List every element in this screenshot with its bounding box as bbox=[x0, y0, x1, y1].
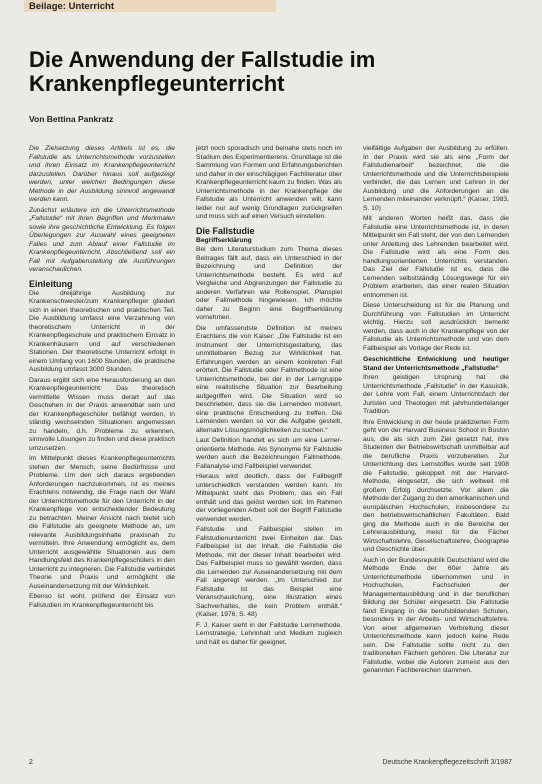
body-paragraph: F. J. Kaiser sieht in der Fallstudie Lernmethode, Lernstrategie, Lehrinhalt und Medium zugleich und hält es daher für geeignet, bbox=[196, 621, 342, 646]
body-paragraph: Diese Unterscheidung ist für die Planung und Durchführung von Fallstudien im Unterricht wichtig. Hierzu soll ausdrücklich bemerkt werden, dass auch in der Krankenpflege von der Fallstudie als Unterrichtsmethode und von dem Fallbeispiel als Vorlage der Rede ist. bbox=[363, 302, 509, 352]
intro-paragraph: Zunächst erläutere ich die Unterrichtsmethode „Fallstudie“ mit ihren Begriffen und Merkmalen sowie ihre geschichtliche Entwicklung. Es folgen Überlegungen zur Auswahl eines geeigneten Falles und zum Ablauf einer Fallstudie im Krankenpflegeunterricht. Abschließend soll ein Fall mit Aufgabenstellung die Ausführungen veranschaulichen. bbox=[29, 206, 175, 273]
section-label: Beilage: Unterricht bbox=[29, 1, 114, 12]
journal-footer: Deutsche Krankenpflegezeitschrift 3/1987 bbox=[382, 759, 512, 766]
section-heading: Die Fallstudie bbox=[196, 225, 255, 236]
body-paragraph: jetzt noch sporadisch und beinahe stets noch im Stadium des Experimentierens. Grundlage ist die Sammlung von Formen und Erfahrungsberichten und daher in der einschlägigen Fachliteratur über Krankenpflegeunterricht kaum zu finden. Was als Unterrichtsmethode in der Krankenpflege die Fallstudie als Unterricht anwenden will, kann leider nur auf wenig Grundlagen zurückgreifen und muss sich auf einen Versuch einstellen. bbox=[196, 145, 342, 220]
subsection-heading: Geschichtliche Entwicklung und heutiger Stand der Unterrichtsmethode „Fallstudie“ bbox=[363, 356, 509, 372]
body-paragraph: Fallstudie und Fallbeispiel stellen im Fallstudienunterricht zwei Einheiten dar. Das Fallbeispiel ist der Inhalt, die Fallstudie die Methode, mit der dieser Inhalt bearbeitet wird. Das Fallbeispiel muss so gewählt werden, dass die Lernenden zur Auseinandersetzung mit dem Fall angeregt werden. „Im Unterschied zur Fallstudie ist das Beispiel eine Veranschaulichung, eine Illustration eines Sachverhaltes, die kein Problem enthält.“ (Kaiser, 1976, S. 48) bbox=[196, 526, 342, 618]
text-column-2 bbox=[196, 145, 342, 753]
body-paragraph: Laut Definition handelt es sich um eine Lerner-orientierte Methode. Als Synonyme für Fallstudie werden auch die Bezeichnungen Fallmethode, Fallanalyse und Fallbeispiel verwendet. bbox=[196, 437, 342, 470]
body-paragraph: Die umfassendste Definition ist meines Erachtens die von Kaiser: „Die Fallstudie ist ein Instrument der Unterrichtsgestaltung, das unmittelbaren Bezug zur Wirklichkeit hat. Erfahrungen werden an einem konkreten Fall erörtert. Die Fallstudie oder Fallmethode ist eine Unterrichtsmethode, bei der in der Lerngruppe eine realistische Situation zur Bearbeitung aufgegriffen wird. Die Situation wird so beschrieben, dass sie die Lernenden motiviert, eine praktische Entscheidung zu treffen. Die Lernenden werden so vor die Aufgabe gestellt, alternativ Lösungsmöglichkeiten zu suchen.“ bbox=[196, 324, 342, 434]
intro-paragraph: Die Zielsetzung dieses Artikels ist es, die Fallstudie als Unterrichtsmethode vorzustellen und ihren Einsatz im Krankenpflegeunterricht darzustellen. Darüber hinaus soll aufgezeigt werden, unter welchen Bedingungen diese Methode in der Ausbildung sinnvoll angewandt werden kann. bbox=[29, 145, 175, 203]
body-paragraph: Im Mittelpunkt dieses Krankenpflegeunterrichts stehen der Mensch, seine Bedürfnisse und Probleme. Um den sich daraus ergebenden Anforderungen nachzukommen, ist es meines Erachtens notwendig, die Frage nach der Wahl der Unterrichtsmethode für den Unterricht in der Krankenpflege von entscheidender Bedeutung zu betrachten. Meiner Ansicht nach bietet sich die Fallstudie als geeignete Methode an, um relevante Ausbildungsinhalte praxisnah zu vermitteln. Ihre Anwendung ermöglicht es, dem Unterricht ausgewählte Situationen aus dem Handlungsfeld des Krankenpflegeschülers in den Unterricht zu integrieren. Die Fallstudie verbindet Theorie und Praxis und ermöglicht die Auseinandersetzung mit der Wirklichkeit. bbox=[29, 455, 175, 590]
body-paragraph: Ihre Entwicklung in der heute praktizierten Form geht von der Harvard Business School in Boston aus, die als sich zum Ziel gesetzt hat, ihre Studenten der Betriebswirtschaft unmittelbar auf die berufliche Praxis vorzubereiten. Zur Unterrichtung des Lernstoffes wurde seit 1908 die Fallstudie, gekoppelt mit der Harvard-Methode, eingesetzt, die sich weltweit mit großem Erfolg durchsetzte. Vor allem die Methode der Zugang zu den amerikanischen und europäischen Hochschulen, insbesondere zu den betriebswirtschaftlichen Fakultäten. Bald ging die Methode auch in die Bereiche der Lehrerausbildung, meist für die Fächer Wirtschaftslehre, Gesellschaftslehre, Geographie und Geschichte über. bbox=[363, 418, 509, 553]
page-number: 2 bbox=[29, 759, 33, 766]
text-column-3 bbox=[363, 145, 509, 753]
article-title: Die Anwendung der Fallstudie im Krankenpflegeunterricht bbox=[29, 47, 376, 96]
body-paragraph: Bei dem Literaturstudium zum Thema dieses Beitrages fällt auf, dass ein Unterschied in der Bezeichnung und Definition der Unterrichtsmethode besteht. Es wird auf Vergleiche und Abgrenzungen der Fallstudie zu anderen Verfahren wie Rollenspiel, Planspiel oder Fallmethode hingewiesen. Ich möchte daher zu Beginn eine Begriffserklärung vornehmen. bbox=[196, 246, 342, 321]
body-paragraph: Auch in der Bundesrepublik Deutschland wird die Methode Ende der 60er Jahre als Unterrichtsmethode übernommen und in Hochschulen, Fachschulen der Managementausbildung und in der beruflichen Bildung der Schüler eingesetzt. Die Fallstudie fand Eingang in die berufsbildenden Schulen, besonders in der Arbeits- und Wirtschaftslehre. Von einer allgemeinen Verbreitung dieser Unterrichtsmethode kann jedoch keine Rede sein. Die Fallstudie sollte nicht zu den traditionellen Fächern gehören. Die Literatur zur Fallstudie, wobei die Autoren zumeist aus den genannten Fachbereichen stammen. bbox=[363, 556, 509, 674]
body-paragraph: Ebenso ist wohl, prüfend der Einsatz von Fallstudien im Krankenpflegeunterricht bis bbox=[29, 593, 175, 609]
body-paragraph: vielfältige Aufgaben der Ausbildung zu erfüllen. In der Praxis wird sie als eine „Form der Fallstudienarbeit“ bezeichnet, die die Unterrichtsmethode und die Unterrichtsbeispiele verbindet, die das Lernen und Lehren in der Ausbildung und die Anforderungen an die Lernenden miteinander verknüpft.“ (Kaiser, 1983, S. 10) bbox=[363, 145, 509, 212]
section-heading: Einleitung bbox=[29, 278, 73, 289]
body-paragraph: Daraus ergibt sich eine Herausforderung an den Krankenpflegeunterricht: Das theoretisch vermittelte Wissen muss derart auf das Geschehen in der Praxis anwendbar sein und der Krankenpflegeschüler befähigt werden, in ständig wechselnden Situationen angemessen zu handeln, d.h. Probleme zu erkennen, sinnvolle Lösungen zu finden und diese praktisch umzusetzen. bbox=[29, 376, 175, 452]
article-author: Von Bettina Pankratz bbox=[29, 114, 114, 124]
body-paragraph: Mit anderen Worten heißt das, dass die Fallstudie eine Unterrichtsmethode ist, in deren Mittelpunkt ein Fall steht, der von den Lernenden unter Anleitung des Lehrenden bearbeitet wird. Die Fallstudie wird als eine Form des handlungsorientierten Unterrichts verstanden. Das Ziel der Fallstudie ist es, dass die Lernenden selbstständig Lösungswege für ein Problem erarbeiten, das einer realen Situation entnommen ist. bbox=[363, 215, 509, 299]
body-paragraph: Hieraus wird deutlich, dass der Fallbegriff unterschiedlich verstanden werden kann. Im Mittelpunkt steht das Problem, das ein Fall enthält und das gelöst werden soll. Im Rahmen der vorliegenden Arbeit soll der Begriff Fallstudie verwendet werden. bbox=[196, 473, 342, 523]
subsection-heading: Begriffserklärung bbox=[196, 236, 252, 244]
body-paragraph: Ihren geistigen Ursprung hat die Unterrichtsmethode „Fallstudie“ in der Kasuistik, der Lehre vom Fall, einem Unterrichtsfach der Juristen und Theologen mit jahrhundertelanger Tradition. bbox=[363, 374, 509, 415]
body-paragraph: Die dreijährige Ausbildung zur Krankenschwester/zum Krankenpfleger gliedert sich in einen theoretischen und praktischen Teil. Die Ausbildung umfasst eine Verzahnung von theoretischem Unterricht in der Krankenpflegeschule und praktischem Einsatz in Krankenhäusern und auf verschiedenen Stationen. Der theoretische Unterricht erfolgt in einem Umfang von 1600 Stunden, die praktische Ausbildung umfasst 3000 Stunden. bbox=[29, 289, 175, 373]
text-column-1 bbox=[29, 145, 175, 753]
